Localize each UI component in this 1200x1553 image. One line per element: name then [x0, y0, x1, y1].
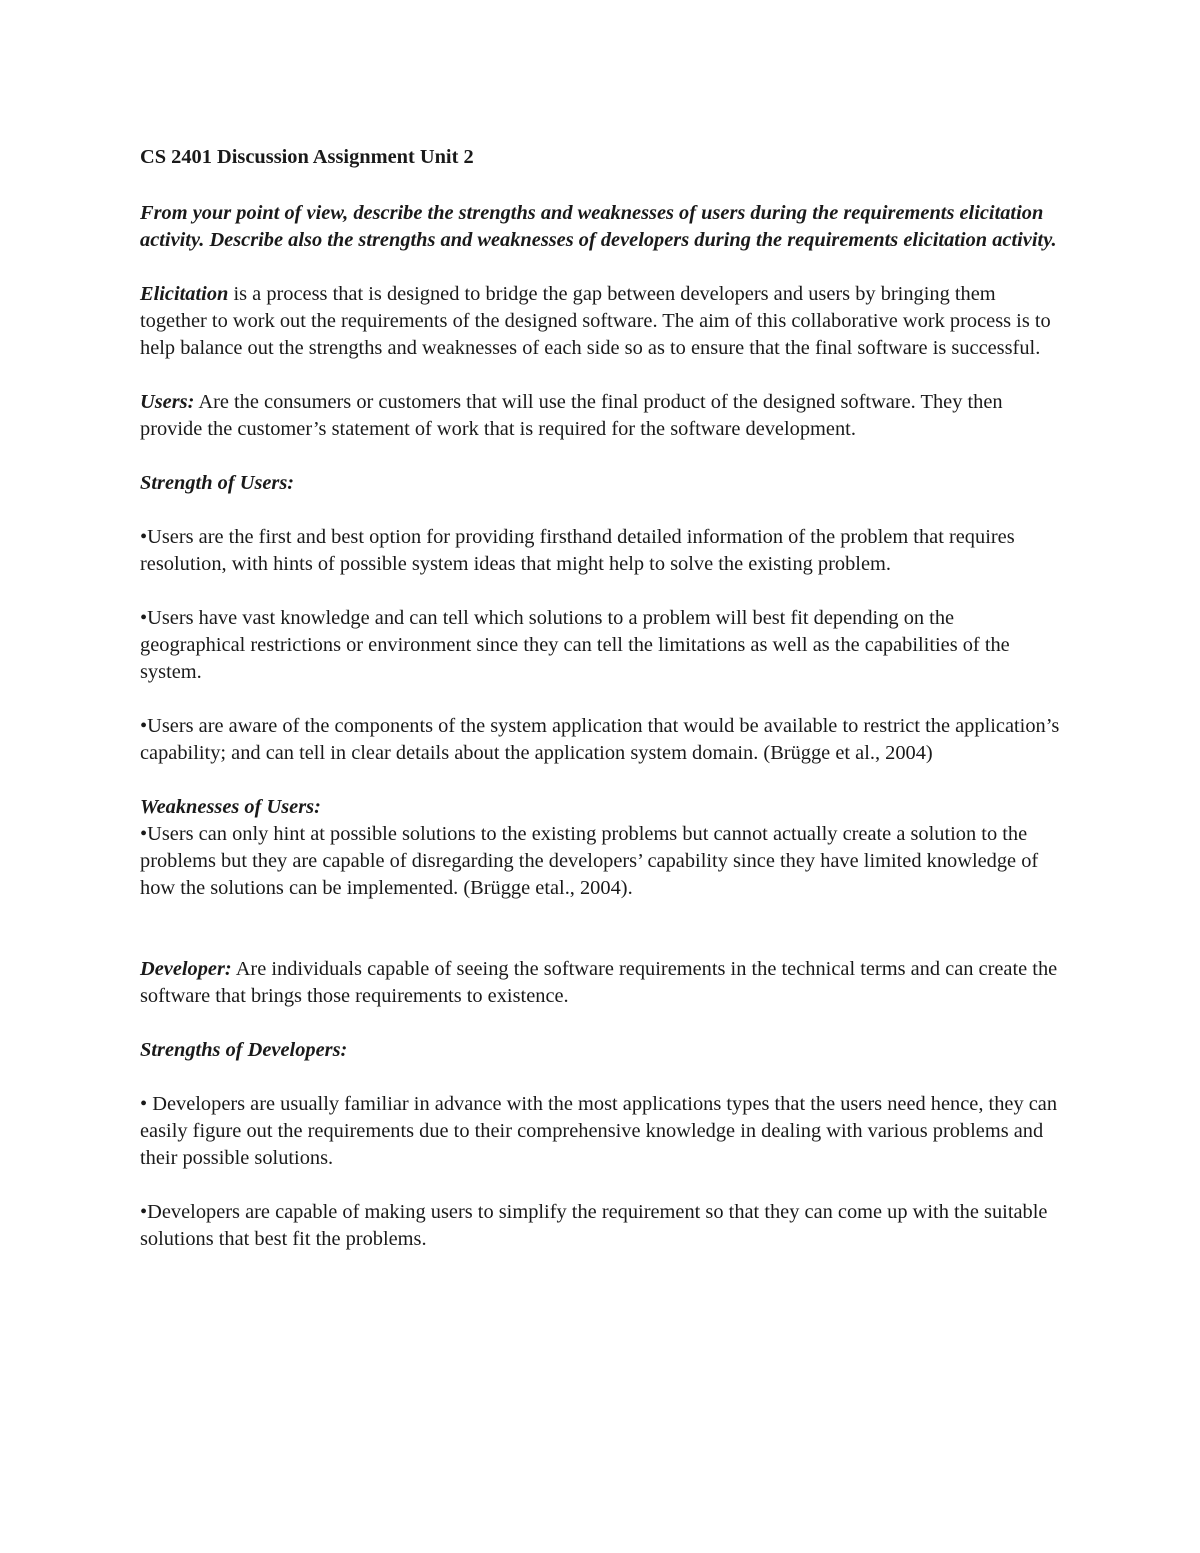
developer-text: Are individuals capable of seeing the software requirements in the technical terms and can create the software that brings those requirements to existence.: [140, 958, 1058, 1007]
users-term: Users:: [140, 391, 195, 413]
document-page: [140, 141, 1060, 1280]
strength-developers-item-1: • Developers are usually familiar in advance with the most applications types that the users need hence, they can easily figure out the requirements due to their comprehensive knowledge in dealing with various problems and their possible solutions.: [140, 1093, 1058, 1169]
strength-developers-item-2: •Developers are capable of making users to simplify the requirement so that they can come up with the suitable solutions that best fit the problems.: [140, 1201, 1048, 1250]
developer-term: Developer:: [140, 958, 232, 980]
document-title: CS 2401 Discussion Assignment Unit 2: [140, 146, 474, 168]
elicitation-text: is a process that is designed to bridge the gap between developers and users by bringing them together to work out the requirements of the designed software. The aim of this collaborative work process is to help balance out the strengths and weaknesses of each side so as to ensure that the final software is successful.: [140, 283, 1051, 359]
developer-paragraph: [140, 956, 1060, 1010]
assignment-prompt: From your point of view, describe the strengths and weaknesses of users during the requirements elicitation activity. Describe also the strengths and weaknesses of developers during the requirements elicitation activity.: [140, 202, 1057, 251]
strength-of-users-heading: Strength of Users:: [140, 472, 295, 494]
strengths-of-developers-heading: Strengths of Developers:: [140, 1039, 348, 1061]
strength-users-item-1: •Users are the first and best option for providing firsthand detailed information of the problem that requires resolution, with hints of possible system ideas that might help to solve the existing problem.: [140, 526, 1015, 575]
strength-users-item-2: •Users have vast knowledge and can tell which solutions to a problem will best fit depending on the geographical restrictions or environment since they can tell the limitations as well as the capabilities of the system.: [140, 607, 1010, 683]
users-text: Are the consumers or customers that will use the final product of the designed software. They then provide the customer’s statement of work that is required for the software development.: [140, 391, 1003, 440]
elicitation-term: Elicitation: [140, 283, 229, 305]
weaknesses-of-users-heading: Weaknesses of Users:: [140, 796, 321, 818]
strength-users-item-3: •Users are aware of the components of the system application that would be available to restrict the application’s capability; and can tell in clear details about the application system domain. (Brügge et al., 2004): [140, 715, 1060, 764]
weakness-users-item-1: •Users can only hint at possible solutions to the existing problems but cannot actually create a solution to the problems but they are capable of disregarding the developers’ capability since they have limited knowledge of how the solutions can be implemented. (Brügge etal., 2004).: [140, 823, 1039, 899]
elicitation-paragraph: [140, 281, 1060, 362]
users-paragraph: [140, 389, 1060, 443]
